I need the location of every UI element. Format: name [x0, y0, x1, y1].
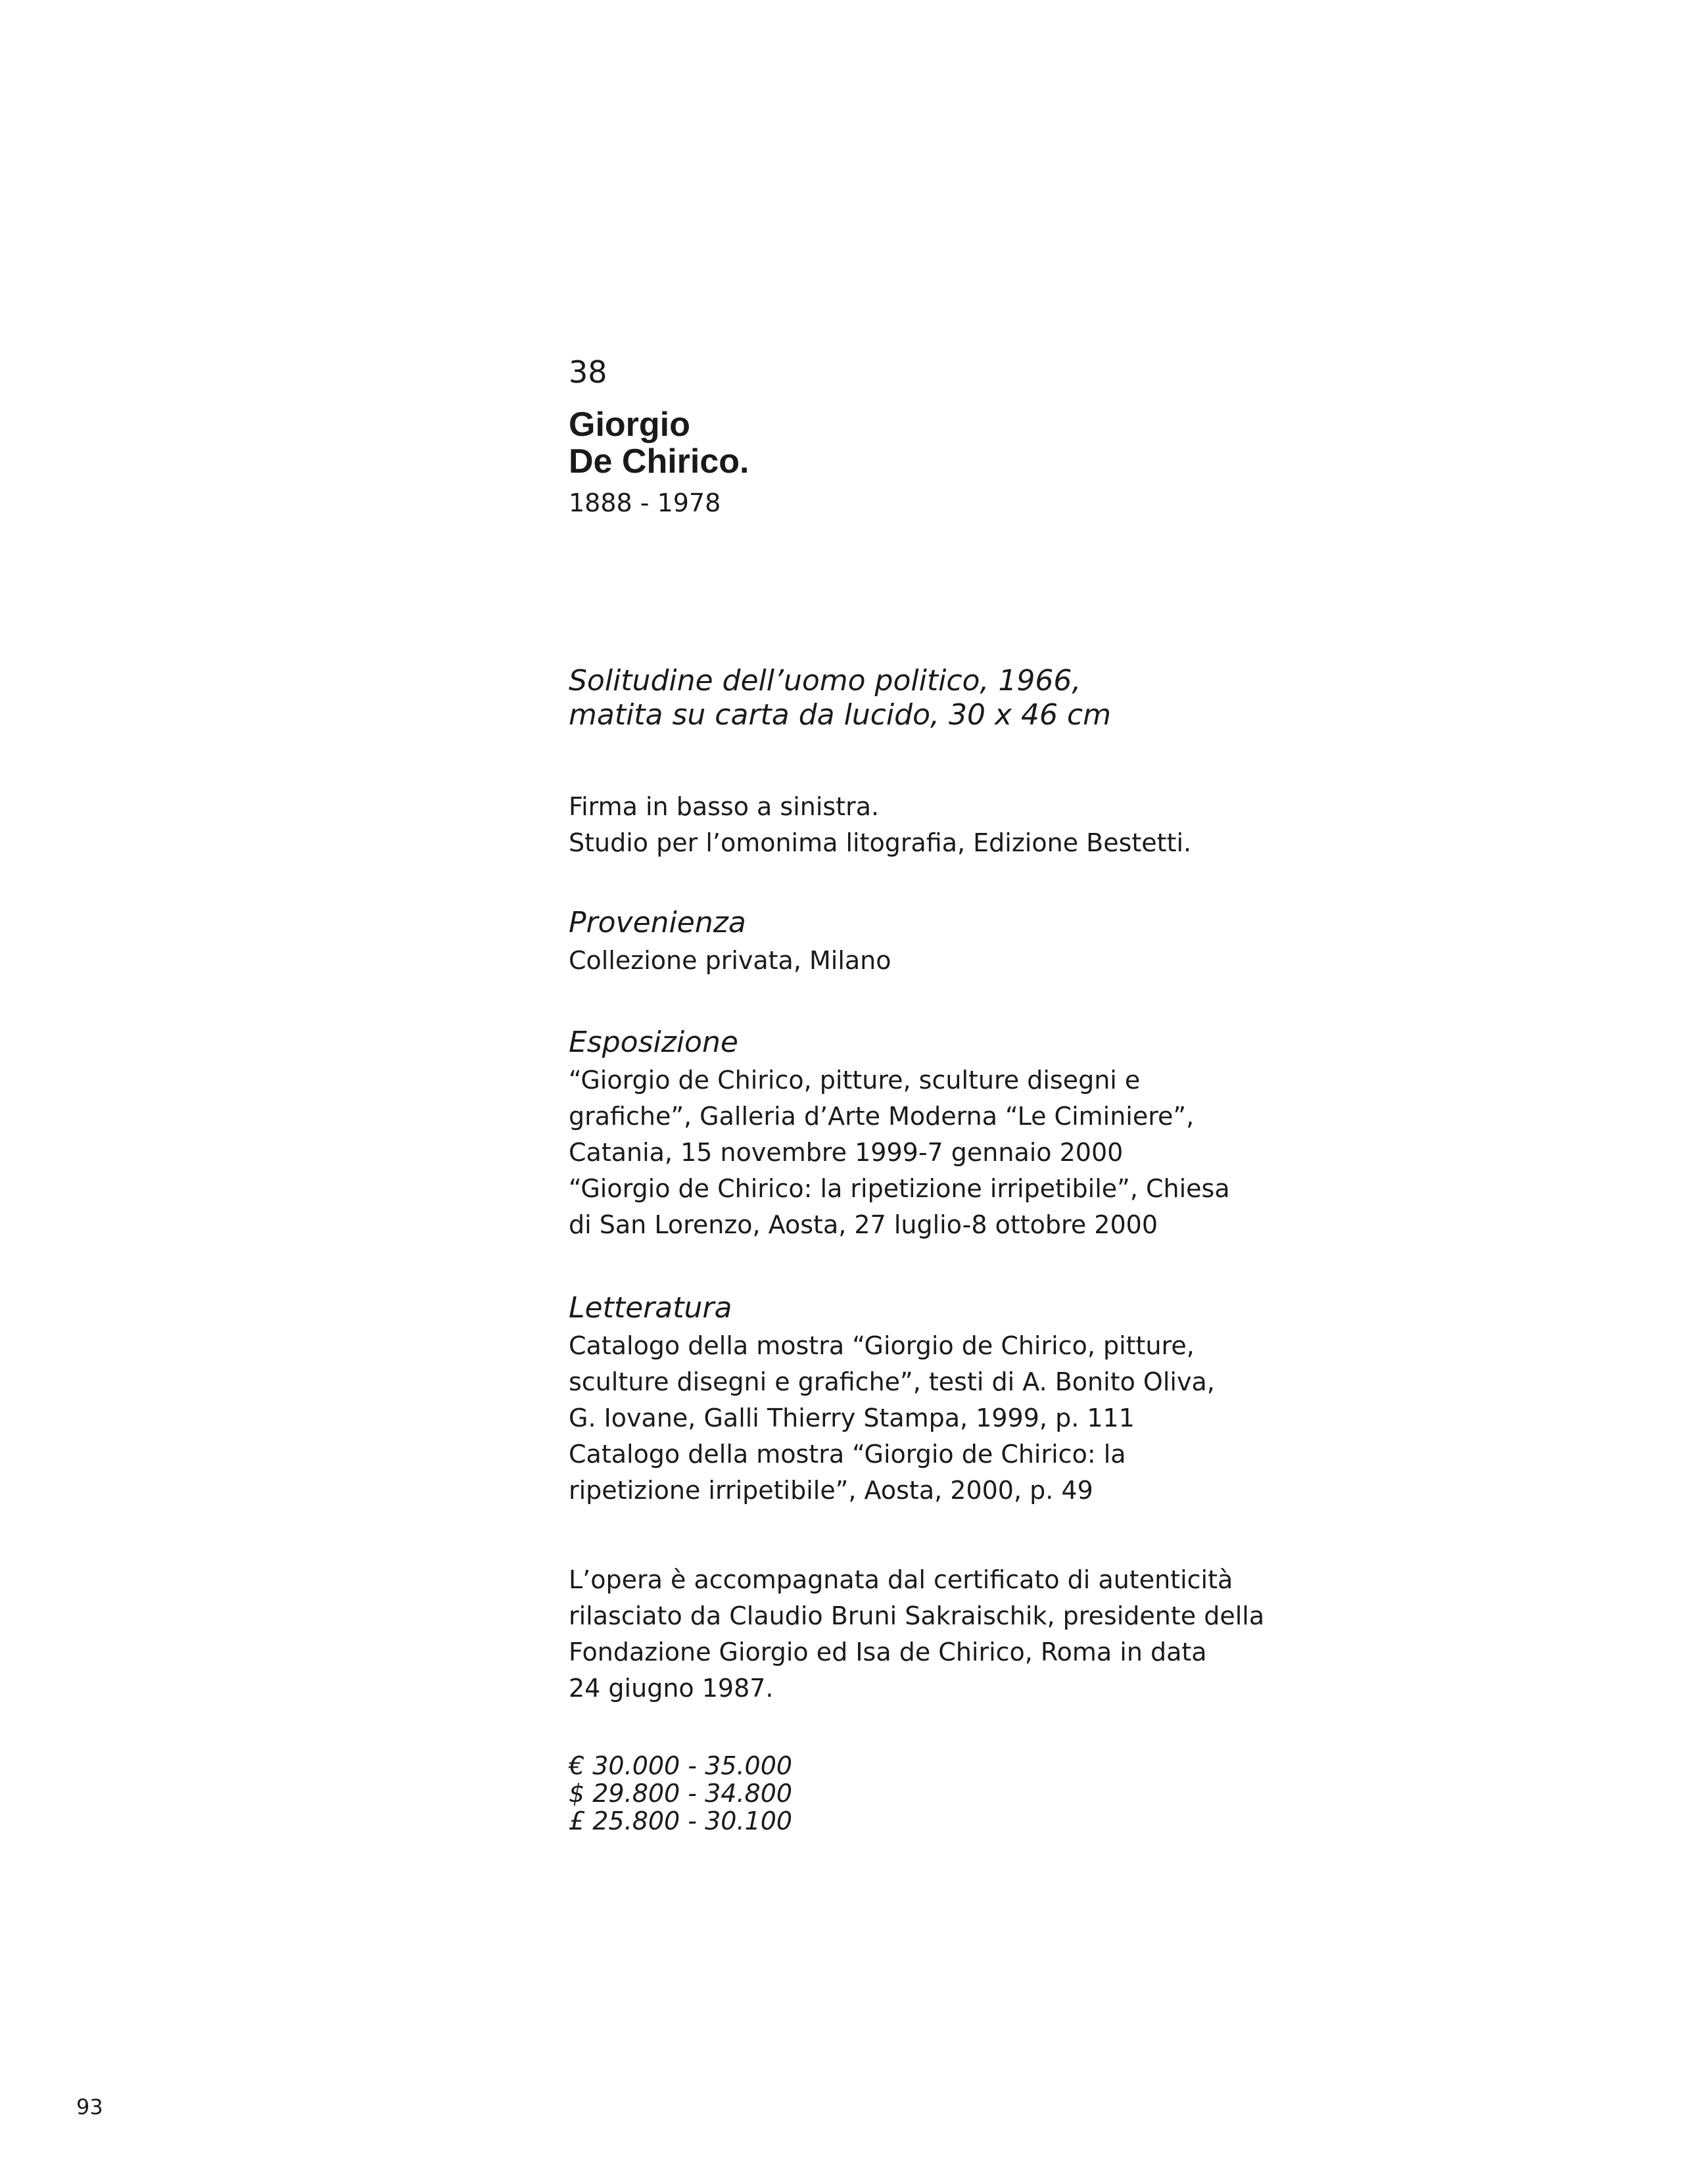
- artwork-title-line: Solitudine dell’uomo politico, 1966,: [569, 664, 1081, 697]
- exhibitions-text: [569, 1062, 1230, 1243]
- literature-heading: Letteratura: [569, 1291, 732, 1325]
- certificate-line: L’opera è accompagnata dal certificato di autenticità: [569, 1565, 1233, 1594]
- literature-line: Catalogo della mostra “Giorgio de Chirico, pitture,: [569, 1331, 1195, 1360]
- exhibitions-line: “Giorgio de Chirico: la ripetizione irripetibile”, Chiesa: [569, 1174, 1230, 1203]
- artist-name: [569, 406, 1226, 480]
- provenance-line: Collezione privata, Milano: [569, 946, 891, 975]
- literature-line: sculture disegni e grafiche”, testi di A. Bonito Oliva,: [569, 1367, 1215, 1396]
- literature-text: [569, 1328, 1226, 1509]
- literature-line: ripetizione irripetibile”, Aosta, 2000, p. 49: [569, 1476, 1093, 1505]
- provenance-text: [569, 943, 1226, 979]
- certificate-line: 24 giugno 1987.: [569, 1674, 774, 1703]
- artwork-title-line: matita su carta da lucido, 30 x 46 cm: [569, 698, 1111, 732]
- literature-line: G. Iovane, Galli Thierry Stampa, 1999, p. 111: [569, 1404, 1135, 1432]
- lot-number: 38: [569, 354, 607, 390]
- provenance-heading: Provenienza: [569, 906, 746, 939]
- exhibitions-line: “Giorgio de Chirico, pitture, sculture disegni e: [569, 1066, 1141, 1095]
- notes-line: Firma in basso a sinistra.: [569, 792, 880, 821]
- notes-line: Studio per l’omonima litografia, Edizione Bestetti.: [569, 828, 1192, 857]
- exhibitions-heading: Esposizione: [569, 1026, 738, 1059]
- exhibitions-line: grafiche”, Galleria d’Arte Moderna “Le Ciminiere”,: [569, 1102, 1195, 1131]
- literature-line: Catalogo della mostra “Giorgio de Chirico: la: [569, 1440, 1126, 1469]
- estimate-gbp: £ 25.800 - 30.100: [569, 1807, 793, 1835]
- artist-name-line: De Chirico.: [569, 442, 749, 481]
- artist-dates: 1888 - 1978: [569, 488, 721, 517]
- estimate-eur: € 30.000 - 35.000: [569, 1751, 793, 1780]
- artist-name-line: Giorgio: [569, 406, 690, 444]
- exhibitions-line: Catania, 15 novembre 1999-7 gennaio 2000: [569, 1138, 1124, 1167]
- certificate-line: Fondazione Giorgio ed Isa de Chirico, Roma in data: [569, 1638, 1207, 1666]
- artwork-notes: [569, 789, 1226, 861]
- estimate-usd: $ 29.800 - 34.800: [569, 1779, 793, 1808]
- page-number: 93: [76, 2094, 103, 2119]
- artwork-title: [569, 664, 1226, 732]
- certificate-line: rilasciato da Claudio Bruni Sakraischik, presidente della: [569, 1601, 1265, 1630]
- certificate-text: [569, 1562, 1265, 1707]
- exhibitions-line: di San Lorenzo, Aosta, 27 luglio-8 ottobre 2000: [569, 1210, 1158, 1239]
- price-estimates: [569, 1752, 1226, 1835]
